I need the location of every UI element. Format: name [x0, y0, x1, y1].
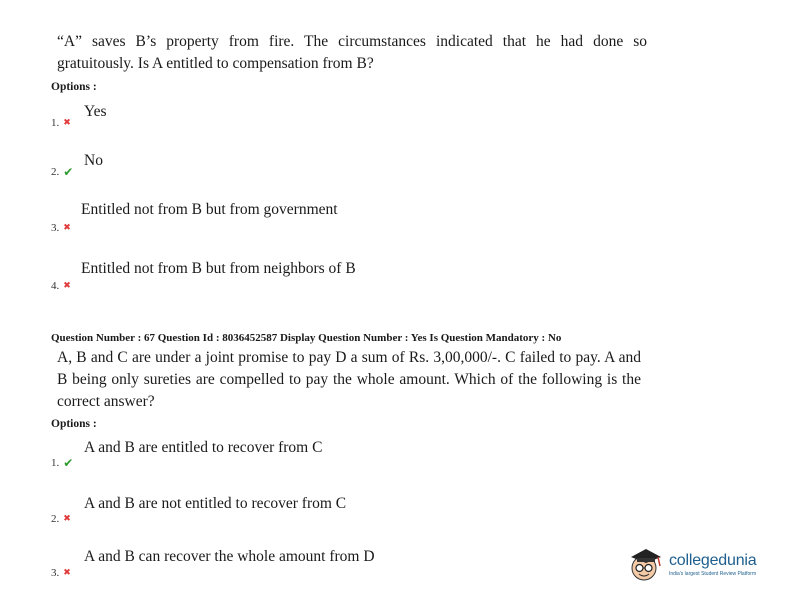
option-number [51, 117, 71, 129]
option-number [51, 567, 71, 579]
logo-tagline: India's largest Student Review Platform [669, 570, 757, 577]
option-number [51, 222, 71, 234]
option-index: 1. [51, 117, 60, 129]
question-meta: Question Number : 67 Question Id : 8036452587 Display Question Number : Yes Is Question Mandatory : No [51, 332, 562, 344]
option-text: No [84, 152, 103, 169]
option-text: Entitled not from B but from government [81, 201, 338, 218]
option-index: 2. [51, 513, 60, 525]
mascot-icon [627, 544, 665, 584]
option-number [51, 165, 73, 179]
question-text: A, B and C are under a joint promise to pay D a sum of Rs. 3,00,000/-. C failed to pay. A and B being only sureties are compelled to pay the whole amount. Which of the following is the correct answer? [57, 349, 641, 410]
collegedunia-logo [627, 542, 777, 586]
cross-icon: ✖ [63, 281, 71, 291]
option-number [51, 456, 73, 470]
question-text: “A” saves B’s property from fire. The circumstances indicated that he had done so gratuitously. Is A entitled to compensation from B? [57, 33, 647, 72]
option-text: Yes [84, 103, 107, 120]
options-label: Options : [51, 81, 97, 93]
option-index: 3. [51, 222, 60, 234]
option-index: 1. [51, 457, 60, 469]
option-number [51, 513, 71, 525]
option-index: 4. [51, 280, 60, 292]
option-index: 3. [51, 567, 60, 579]
option-text: Entitled not from B but from neighbors of B [81, 260, 356, 277]
check-icon: ✔ [63, 165, 74, 179]
option-index: 2. [51, 166, 60, 178]
cross-icon: ✖ [63, 118, 71, 128]
cross-icon: ✖ [63, 514, 71, 524]
option-text: A and B are entitled to recover from C [84, 439, 323, 456]
logo-name: collegedunia [669, 551, 757, 569]
option-text: A and B can recover the whole amount from D [84, 548, 375, 565]
option-text: A and B are not entitled to recover from C [84, 495, 347, 512]
options-label: Options : [51, 418, 97, 430]
check-icon: ✔ [63, 456, 74, 470]
option-number [51, 280, 71, 292]
cross-icon: ✖ [63, 223, 71, 233]
cross-icon: ✖ [63, 568, 71, 578]
